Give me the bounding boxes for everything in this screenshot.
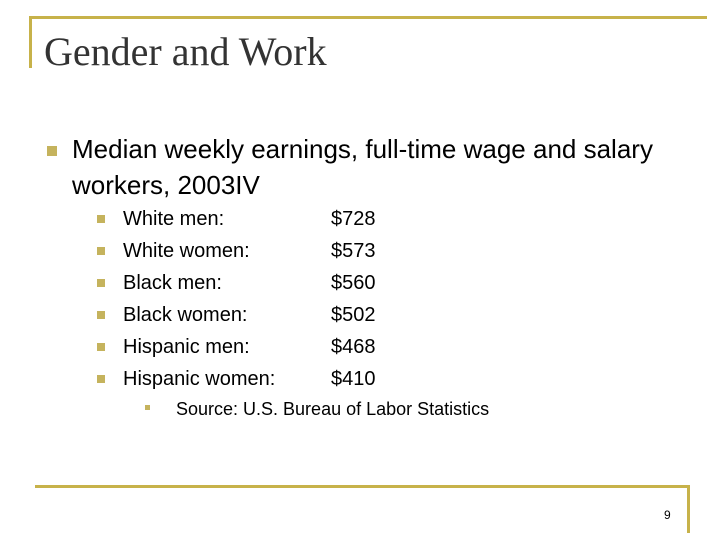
small-square-bullet-icon <box>145 405 150 410</box>
page-number: 9 <box>664 508 671 522</box>
earnings-label: Black men: <box>123 272 222 294</box>
earnings-label: Hispanic women: <box>123 368 276 390</box>
square-bullet-icon <box>97 247 105 255</box>
earnings-value: $560 <box>331 272 376 294</box>
earnings-value: $728 <box>331 208 376 230</box>
square-bullet-icon <box>97 311 105 319</box>
earnings-value: $410 <box>331 368 376 390</box>
earnings-value: $573 <box>331 240 376 262</box>
earnings-label: Hispanic men: <box>123 336 250 358</box>
right-rule <box>687 485 690 533</box>
square-bullet-icon <box>97 375 105 383</box>
bottom-rule <box>35 485 690 488</box>
left-rule <box>29 16 32 68</box>
square-bullet-icon <box>97 343 105 351</box>
main-bullet-text: Median weekly earnings, full-time wage and salary workers, 2003IV <box>72 134 653 200</box>
earnings-value: $502 <box>331 304 376 326</box>
source-note: Source: U.S. Bureau of Labor Statistics <box>176 399 490 419</box>
square-bullet-icon <box>97 215 105 223</box>
slide-title: Gender and Work <box>44 29 327 74</box>
earnings-label: Black women: <box>123 304 248 326</box>
earnings-label: White women: <box>123 240 250 262</box>
earnings-label: White men: <box>123 208 225 230</box>
square-bullet-icon <box>47 146 57 156</box>
top-rule <box>29 16 707 19</box>
square-bullet-icon <box>97 279 105 287</box>
earnings-value: $468 <box>331 336 376 358</box>
